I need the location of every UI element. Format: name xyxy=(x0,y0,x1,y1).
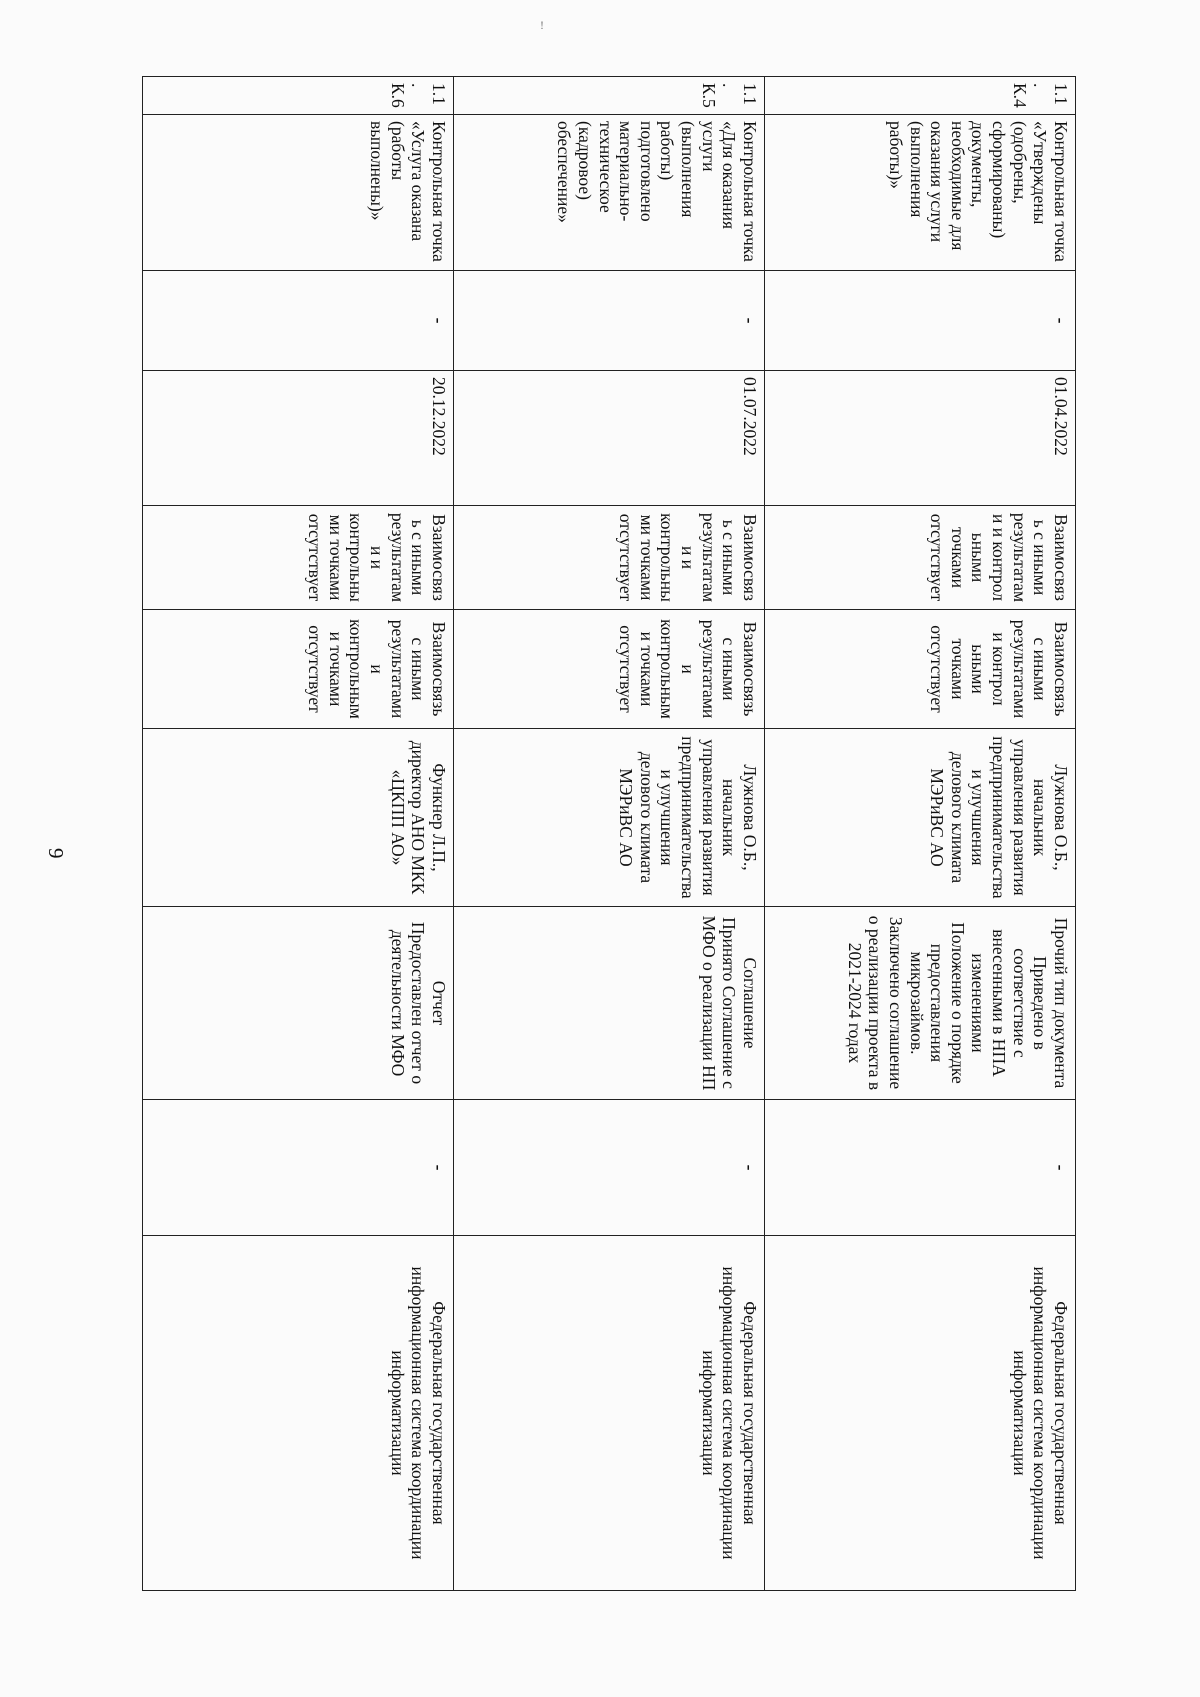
document-description: Принято Соглашение с МФО о реализации НП xyxy=(698,915,740,1091)
table-row xyxy=(143,77,454,1591)
empty-dash-2-text: - xyxy=(1051,1164,1071,1171)
relationship-note-2 xyxy=(143,610,454,729)
relationship-note-2 xyxy=(765,610,1076,729)
information-system-text: Федеральная государственная информационная система координации информатизации xyxy=(387,1266,449,1560)
information-system xyxy=(765,1236,1076,1591)
control-point-name-text: Контрольная точка «Утверждены (одобрены, сформированы) документы, необходимые для оказания услуги (выполнения работы)» xyxy=(885,121,1071,262)
information-system xyxy=(454,1236,765,1591)
information-system-text: Федеральная государственная информационная система координации информатизации xyxy=(1009,1266,1071,1560)
responsible-person xyxy=(143,729,454,907)
table-row xyxy=(454,77,765,1591)
row-number xyxy=(765,77,1076,115)
information-system-text: Федеральная государственная информационная система координации информатизации xyxy=(698,1266,760,1560)
scan-artifact: ! xyxy=(540,18,544,32)
document-type: Соглашение xyxy=(740,957,760,1049)
row-number-text: 1.1. К.4 xyxy=(1009,83,1071,108)
table-row xyxy=(765,77,1076,1591)
relationship-note-text: Взаимосвязь с иными результатами и контрольными точками отсутствует xyxy=(305,512,449,603)
row-number xyxy=(454,77,765,115)
empty-dash-text: - xyxy=(1051,317,1071,324)
relationship-note xyxy=(454,506,765,610)
document-description: Приведено в соответствие с внесенными в НПА изменениями Положение о порядке предоставления микрозаймов. Заключено соглашение о реализации проекта в 2021-2024 годах xyxy=(844,915,1051,1091)
responsible-person-text: Лужнова О.Б., начальник управления развития предпринимательства и улучшения делового климата МЭРиВС АО xyxy=(927,736,1071,899)
page-number: 9 xyxy=(44,848,68,859)
empty-dash-2 xyxy=(765,1100,1076,1236)
empty-dash-2-text: - xyxy=(429,1164,449,1171)
responsible-person-text: Лужнова О.Б., начальник управления развития предпринимательства и улучшения делового климата МЭРиВС АО xyxy=(616,736,760,899)
due-date-text: 20.12.2022 xyxy=(429,377,449,456)
control-point-name xyxy=(143,115,454,271)
document-cell xyxy=(765,907,1076,1100)
empty-dash-2 xyxy=(454,1100,765,1236)
empty-dash xyxy=(765,271,1076,371)
document-cell xyxy=(454,907,765,1100)
due-date xyxy=(454,371,765,506)
empty-dash-2-text: - xyxy=(740,1164,760,1171)
responsible-person xyxy=(454,729,765,907)
relationship-note xyxy=(143,506,454,610)
document-description: Предоставлен отчет о деятельности МФО xyxy=(387,921,429,1085)
due-date-text: 01.04.2022 xyxy=(1051,377,1071,456)
control-point-name-text: Контрольная точка «Услуга оказана (работы выполнены)» xyxy=(367,121,449,262)
responsible-person xyxy=(765,729,1076,907)
document-type: Отчет xyxy=(429,980,449,1026)
empty-dash xyxy=(454,271,765,371)
row-number-text: 1.1. К.6 xyxy=(387,83,449,108)
control-point-name xyxy=(454,115,765,271)
empty-dash-text: - xyxy=(429,317,449,324)
information-system xyxy=(143,1236,454,1591)
relationship-note-2-text: Взаимосвязь с иными результатами и контрол ьными точками отсутствует xyxy=(927,619,1071,719)
control-point-name-text: Контрольная точка «Для оказания услуги (выполнения работы) подготовлено материально-техническое (кадровое) обеспечение» xyxy=(554,121,760,262)
due-date xyxy=(143,371,454,506)
responsible-person-text: Функнер Л.П., директор АНО МКК «ЦКПП АО» xyxy=(387,740,449,895)
row-number xyxy=(143,77,454,115)
empty-dash xyxy=(143,271,454,371)
relationship-note-text: Взаимосвязь с иными результатами и контрол ьными точками отсутствует xyxy=(927,512,1071,603)
relationship-note-2-text: Взаимосвязь с иными результатами и контрольными точками отсутствует xyxy=(616,619,760,719)
relationship-note-2-text: Взаимосвязь с иными результатами и контрольными точками отсутствует xyxy=(305,619,449,719)
control-points-table xyxy=(142,76,1076,1591)
relationship-note-2 xyxy=(454,610,765,729)
relationship-note-text: Взаимосвязь с иными результатами и контрольными точками отсутствует xyxy=(616,512,760,603)
relationship-note xyxy=(765,506,1076,610)
document-type: Прочий тип документа xyxy=(1051,917,1071,1089)
empty-dash-text: - xyxy=(740,317,760,324)
row-number-text: 1.1. К.5 xyxy=(698,83,760,108)
due-date-text: 01.07.2022 xyxy=(740,377,760,456)
due-date xyxy=(765,371,1076,506)
control-point-name xyxy=(765,115,1076,271)
document-cell xyxy=(143,907,454,1100)
empty-dash-2 xyxy=(143,1100,454,1236)
